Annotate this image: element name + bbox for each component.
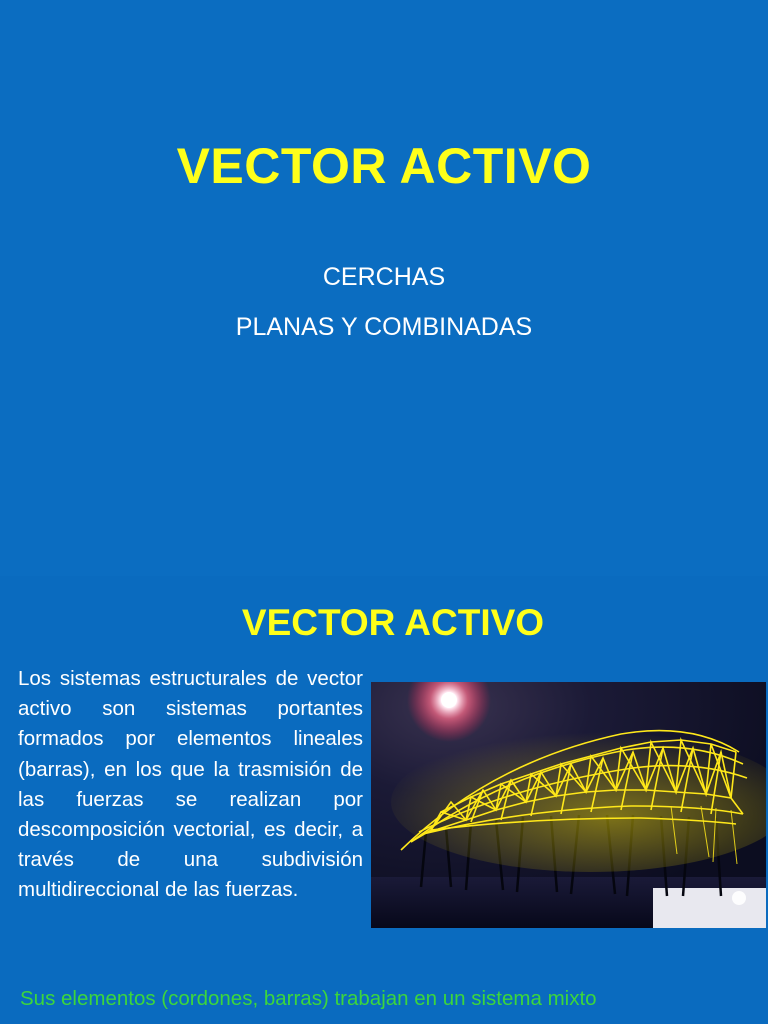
slide-2-paragraph: Los sistemas estructurales de vector activo son sistemas portantes formados por elementos lineales (barras), en los que la trasmisión de las fuerzas se realizan por descomposición vectorial, es decir, a través de una subdivisión multidireccional de las fuerzas. bbox=[18, 667, 363, 902]
slide-1-subtitle-cerchas: CERCHAS bbox=[322, 263, 446, 291]
slide-2-green-text: Sus elementos (cordones, barras) trabajan en un sistema mixto bbox=[20, 987, 597, 1010]
slide-1-title: VECTOR ACTIVO bbox=[176, 138, 592, 194]
space-truss-canopy-photo bbox=[371, 682, 766, 928]
slide-2 bbox=[0, 576, 768, 1024]
slide-1-subtitle-planas: PLANAS Y COMBINADAS bbox=[235, 313, 533, 341]
white-base-block bbox=[653, 888, 766, 928]
truss-photo-illustration bbox=[371, 682, 766, 928]
slide-2-title: VECTOR ACTIVO bbox=[241, 602, 545, 643]
